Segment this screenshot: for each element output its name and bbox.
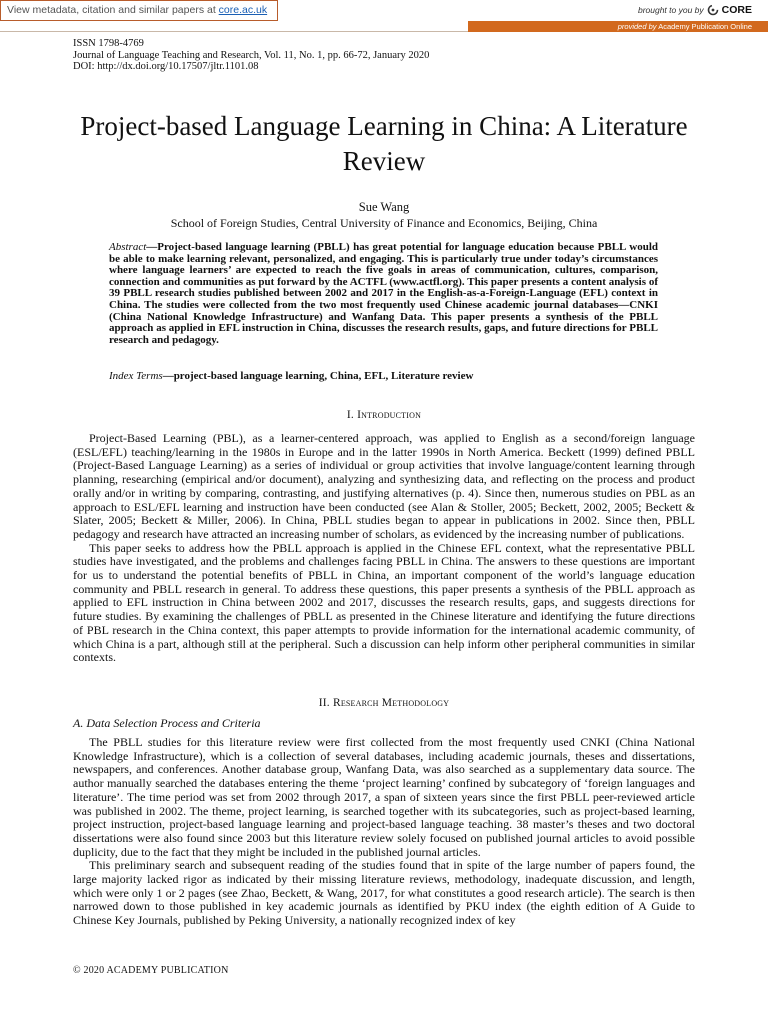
core-logo-text: CORE (721, 4, 752, 16)
index-terms-label: Index Terms (109, 370, 163, 382)
core-banner (0, 0, 768, 32)
core-provided-by[interactable] (468, 21, 768, 32)
core-link[interactable]: core.ac.uk (218, 4, 268, 16)
introduction-body (73, 432, 695, 665)
abstract-label: Abstract (109, 241, 147, 253)
intro-paragraph-2: This paper seeks to address how the PBLL approach is applied in the Chinese EFL context, what the representative PBLL studies have investigated, and the problems and challenges facing PBLL in China. The answers to these questions are important for us to understand the potential benefits of PBLL in China, an important component of the world’s language education community and PBLL research in general. To address these questions, this paper presents a synthesis of the PBLL approach as applied to EFL instruction in China between 2002 and 2017, discusses the research results, gaps, and suggests directions for future studies. By examining the challenges of PBLL as presented in the Chinese literature and identifying the future directions of PBL research in the China context, this paper attempts to provide information for the international academic community, of which China is a part, although still at the peripheral. Such a discussion can help inform other peripheral communities in similar contexts. (73, 540, 695, 665)
copyright-footer: © 2020 ACADEMY PUBLICATION (73, 965, 229, 976)
core-metadata-link-box[interactable] (0, 0, 278, 21)
journal-issn: ISSN 1798-4769 (73, 38, 144, 49)
section-heading-methodology: II. Research Methodology (318, 697, 450, 709)
paper-affiliation: School of Foreign Studies, Central University of Finance and Economics, Beijing, China (170, 216, 598, 230)
core-metadata-text: View metadata, citation and similar papers at (7, 4, 216, 16)
method-paragraph-1: The PBLL studies for this literature review were first collected from the most frequently used CNKI (China National Knowledge Infrastructure), which is a collection of several databases, including academic journals, theses and dissertations, newspapers, and conferences. Another database group, Wanfang Data, was also searched as a supplementary data source. The author manually searched the databases entering the theme ‘project learning’ confined by subcategory of ‘foreign languages and literature’. The time period was set from 2002 through 2017, a span of sixteen years since the first PBLL peer-reviewed article was published in 2002. The theme, project learning, is searched together with its subcategories, such as project-based learning, project instruction, project-based language learning and project-based language teaching. 38 master’s theses and two doctoral dissertations were also found since 2003 but this literature review solely focused on published journal articles to avoid possible duplicity, due to the fact that they might be included in the published journal articles. (73, 735, 695, 859)
journal-citation: Journal of Language Teaching and Research, Vol. 11, No. 1, pp. 66-72, January 2020 (73, 49, 430, 61)
method-paragraph-2: This preliminary search and subsequent reading of the studies found that in spite of the large number of papers found, the large majority lacked rigor as indicated by their missing literature reviews, methodology, inadequate discussion, and length, which were only 1 or 2 pages (see Zhao, Beckett, & Wang, 2017, for what constitutes a good research article). The search is then narrowed down to those published in key academic journals as identified by PKU index (the eighth edition of A Guide to Chinese Key Journals, published by Peking University, a nationally recognized index of key (73, 858, 695, 928)
methodology-body (73, 736, 695, 928)
core-logo-icon (707, 4, 719, 16)
abstract-text: —Project-based language learning (PBLL) has great potential for language education because PBLL would be able to make learning relevant, personalized, and engaging. This is particularly true under today’s circumstances where language learners’ are expected to reach the five goals in areas of communication, cultures, comparison, connection and communities as put forward by the ACTFL (www.actfl.org). This paper presents a content analysis of 39 PBLL research studies published between 2002 and 2017 in the English-as-a-Foreign-Language (EFL) context in China. The studies were collected from the two most frequently used Chinese academic journal databases—CNKI (China National Knowledge Infrastructure) and Wanfang Data. This paper presents a synthesis of the PBLL approach as applied in EFL instruction in China, discusses the research results, gaps, and future directions for PBLL research and pedagogy. (109, 241, 658, 346)
section-heading-introduction: I. Introduction (346, 409, 422, 421)
core-brought-text: brought to you by (637, 5, 704, 15)
journal-header (73, 38, 429, 73)
abstract (109, 242, 658, 346)
journal-doi: DOI: http://dx.doi.org/10.17507/jltr.1101.08 (73, 61, 259, 72)
index-terms-text: —project-based language learning, China, EFL, Literature review (162, 370, 474, 382)
index-terms (109, 370, 658, 382)
intro-paragraph-1: Project-Based Learning (PBL), as a learner-centered approach, was applied to English as a second/foreign language (ESL/EFL) teaching/learning in the 1980s in Europe and in the latter 1990s in North America. Beckett (1999) defined PBLL (Project-Based Language Learning) as a series of individual or group activities that involve language/content learning through planning, researching (empirical and/or document), analyzing and synthesizing data, and reflecting on the process and product orally and/or in writing by comparing, contrasting, and justifying alternatives (p. 4). Since then, numerous studies on PBL as an approach to ESL/EFL learning and instruction have been conducted (see Alan & Stoller, 2005; Beckett, 2002, 2005; Beckett & Slater, 2005; Beckett & Miller, 2006). In China, PBLL studies began to appear in publications in 2002. Since then, PBLL pedagogy and research have attracted an increasing number of scholars, as evidenced by the increasing number of publications. (73, 431, 695, 541)
core-provided-name: Academy Publication Online (658, 22, 752, 31)
core-brought-by[interactable] (638, 4, 752, 16)
paper-title: Project-based Language Learning in China: A Literature Review (80, 111, 688, 176)
paper-author: Sue Wang (358, 200, 410, 214)
subsection-heading-data-selection: A. Data Selection Process and Criteria (73, 716, 261, 730)
core-provided-prefix: provided by (617, 22, 657, 31)
